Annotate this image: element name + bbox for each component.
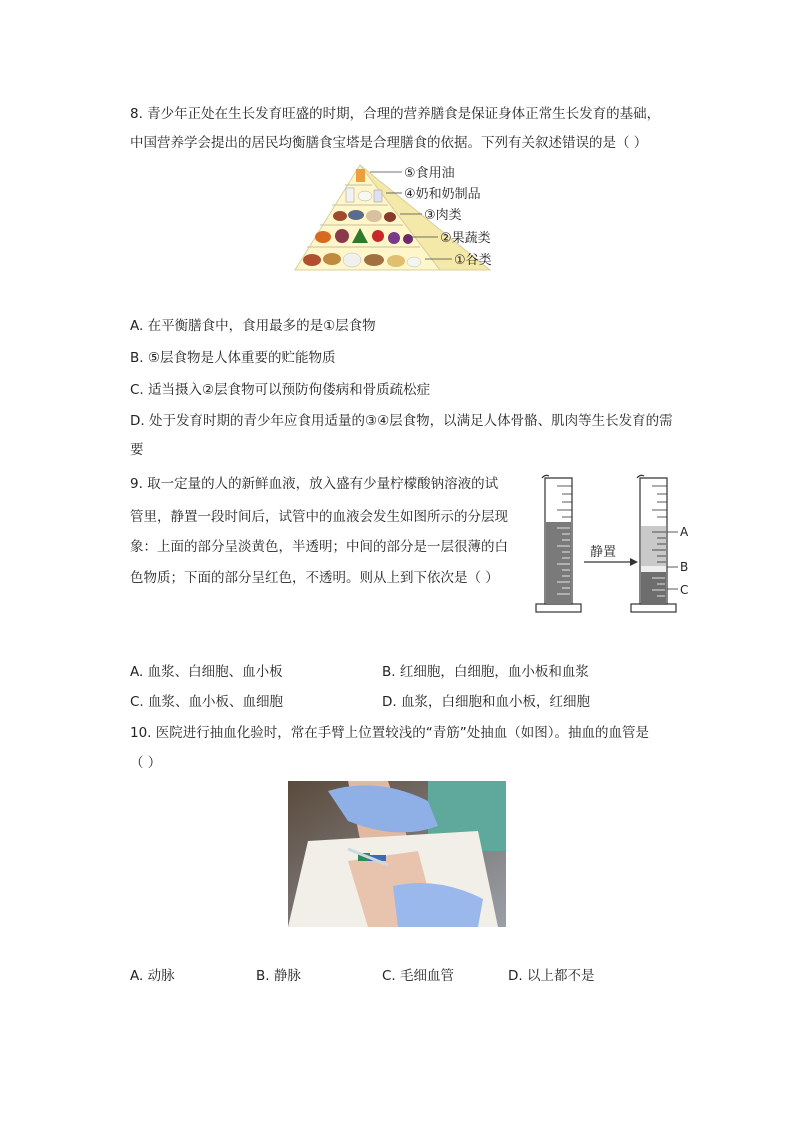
arrow-label: 静置 bbox=[590, 545, 617, 560]
pyramid-label-dairy: ④奶和奶制品 bbox=[404, 187, 481, 202]
q8-option-d: D. 处于发育时期的青少年应食用适量的③④层食物，以满足人体骨骼、肌肉等生长发育的需 bbox=[130, 413, 673, 429]
q9-stem-line4: 色物质；下面的部分呈红色，不透明。则从上到下依次是（ ） bbox=[130, 570, 499, 586]
q10-option-b: B. 静脉 bbox=[256, 968, 301, 984]
layer-label-c: C bbox=[680, 583, 689, 597]
q9-stem-line3: 象：上面的部分呈淡黄色，半透明；中间的部分是一层很薄的白 bbox=[130, 539, 508, 555]
q10-stem-line2: （ ） bbox=[130, 755, 162, 771]
food-pyramid-figure bbox=[290, 160, 510, 278]
q10-option-d: D. 以上都不是 bbox=[508, 968, 595, 984]
blood-draw-photo bbox=[288, 781, 506, 927]
q10-option-a: A. 动脉 bbox=[130, 968, 175, 984]
pyramid-label-oil: ⑤食用油 bbox=[404, 166, 455, 181]
q9-stem-line1: 9. 取一定量的人的新鲜血液，放入盛有少量柠檬酸钠溶液的试 bbox=[130, 476, 499, 492]
layer-label-a: A bbox=[680, 525, 689, 539]
q8-option-c: C. 适当摄入②层食物可以预防佝偻病和骨质疏松症 bbox=[130, 382, 431, 398]
q8-stem-line1: 8. 青少年正处在生长发育旺盛的时期，合理的营养膳食是保证身体正常生长发育的基础， bbox=[130, 106, 661, 122]
q9-option-b: B. 红细胞，白细胞，血小板和血浆 bbox=[382, 664, 589, 680]
q9-option-a: A. 血浆、白细胞、血小板 bbox=[130, 664, 283, 680]
q9-stem-line2: 管里，静置一段时间后，试管中的血液会发生如图所示的分层现 bbox=[130, 509, 508, 525]
q9-option-d: D. 血浆，白细胞和血小板，红细胞 bbox=[382, 694, 590, 710]
q8-stem-line2: 中国营养学会提出的居民均衡膳食宝塔是合理膳食的依据。下列有关叙述错误的是（ ） bbox=[130, 135, 648, 151]
q8-option-b: B. ⑤层食物是人体重要的贮能物质 bbox=[130, 350, 336, 366]
pyramid-label-grains: ①谷类 bbox=[454, 253, 492, 268]
q9-option-c: C. 血浆、血小板、血细胞 bbox=[130, 694, 284, 710]
q8-option-d-cont: 要 bbox=[130, 442, 144, 458]
pyramid-label-fruit-veg: ②果蔬类 bbox=[440, 231, 491, 246]
layer-label-b: B bbox=[680, 560, 689, 574]
pyramid-label-meat: ③肉类 bbox=[424, 208, 462, 223]
q10-stem-line1: 10. 医院进行抽血化验时，常在手臂上位置较浅的“青筋”处抽血（如图）。抽血的血管是 bbox=[130, 725, 649, 741]
test-tube-figure bbox=[532, 470, 707, 616]
q10-option-c: C. 毛细血管 bbox=[382, 968, 455, 984]
q8-option-a: A. 在平衡膳食中，食用最多的是①层食物 bbox=[130, 318, 376, 334]
